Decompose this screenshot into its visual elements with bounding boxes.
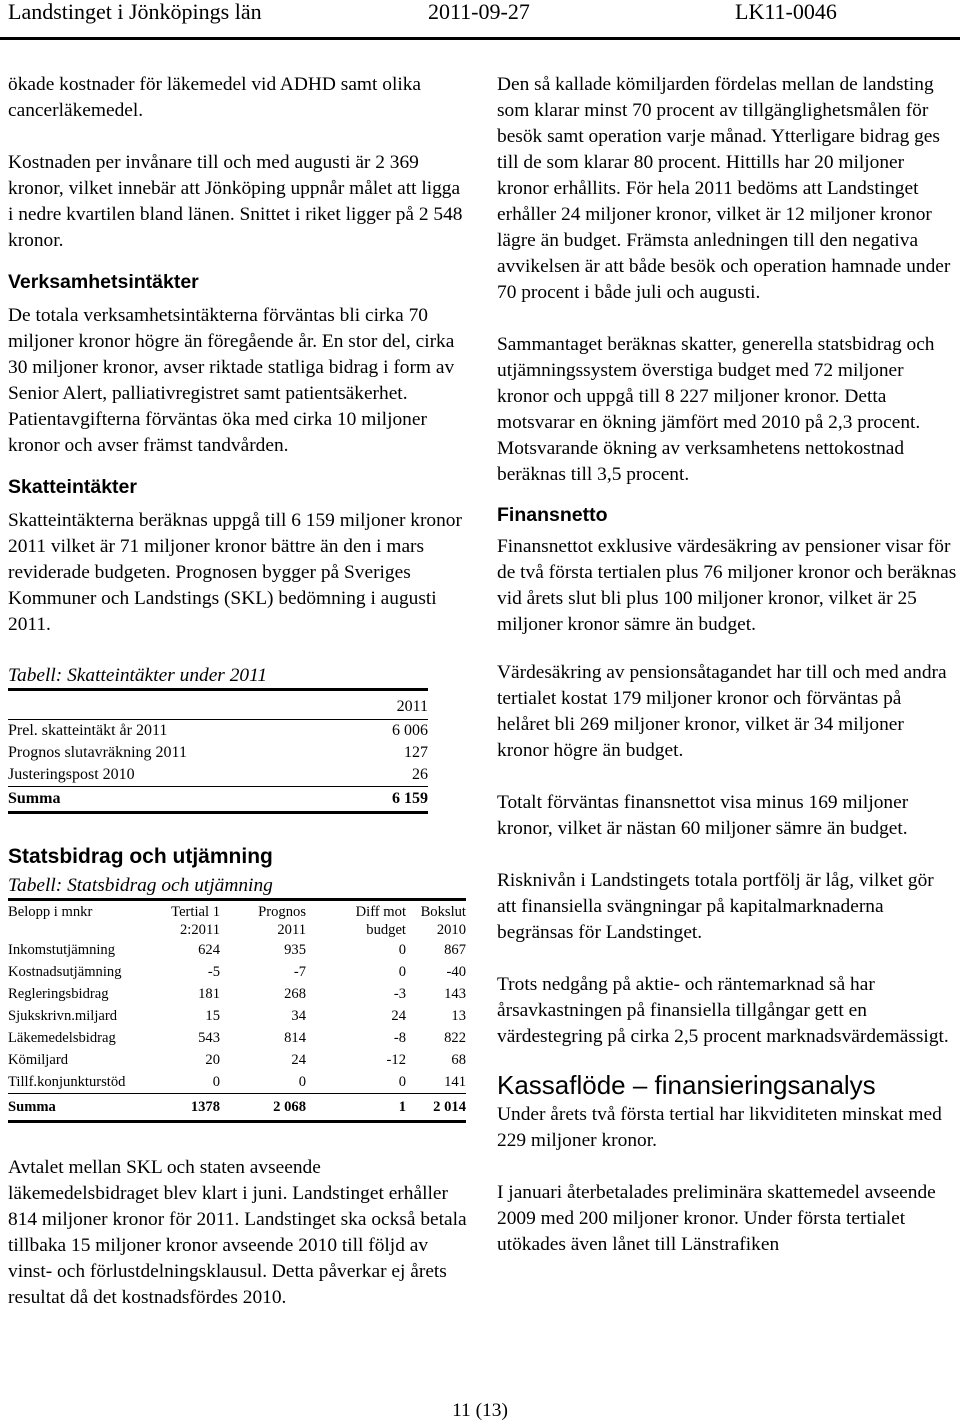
state-grants-table	[8, 898, 466, 1123]
table-row: Inkomstutjämning 624 935 0 867	[8, 942, 466, 958]
sum-value: 6 159	[358, 787, 428, 813]
paragraph: Finansnettot exklusive värdesäkring av pensioner visar för de två första tertialen plus 76 miljoner kronor och beräknas vid årets slut bli plus 100 miljoner kronor, vilket är 25 miljoner kronor sämre än budget.	[497, 536, 957, 635]
paragraph: Kostnaden per invånare till och med augusti är 2 369 kronor, vilket innebär att Jönköping uppnår målet att ligga i nedre kvartilen bland länen. Snittet i riket ligger på 2 548 kronor.	[8, 152, 463, 251]
right-column	[497, 72, 957, 1258]
row-value: 127	[404, 744, 428, 761]
table-row	[8, 742, 428, 764]
header-date: 2011-09-27	[428, 0, 530, 24]
paragraph: Avtalet mellan SKL och staten avseende läkemedelsbidraget blev klart i juni. Landstinget erhåller 814 miljoner kronor för 2011. Landstinget ska också betala tillbaka 15 miljoner kronor avseende 2010 till följd av vinst- och förlustdelningsklausul. Detta påverkar ej årets resultat då det kostnadsfördes 2010.	[8, 1157, 467, 1308]
header-document-code: LK11-0046	[735, 0, 837, 24]
column-header: 2011	[358, 690, 428, 720]
table-header-row	[8, 900, 466, 940]
table-caption: Tabell: Skatteintäkter under 2011	[8, 665, 268, 686]
paragraph: Totalt förväntas finansnettot visa minus 169 miljoner kronor, vilket är nästan 60 miljoner sämre än budget.	[497, 792, 909, 839]
sum-label: Summa	[8, 787, 358, 813]
table-row: Kömiljard 20 24 -12 68	[8, 1052, 466, 1068]
heading-kassaflode: Kassaflöde – finansieringsanalys	[497, 1070, 876, 1100]
table-row	[8, 720, 428, 743]
column-header: Prognos 2011	[220, 900, 306, 940]
table-row: Kostnadsutjämning -5 -7 0 -40	[8, 964, 466, 980]
table-row: Tillf.konjunkturstöd 0 0 0 141	[8, 1074, 466, 1090]
paragraph: ökade kostnader för läkemedel vid ADHD samt olika cancerläkemedel.	[8, 74, 422, 121]
paragraph: I januari återbetalades preliminära skattemedel avseende 2009 med 200 miljoner kronor. Under första tertialet utökades även lånet till Länstrafiken	[497, 1182, 936, 1255]
paragraph: Trots nedgång på aktie- och räntemarknad så har årsavkastningen på finansiella tillgångar gett en värdestegring på cirka 2,5 procent marknadsvärdemässigt.	[497, 974, 949, 1047]
header-organization: Landstinget i Jönköpings län	[8, 0, 262, 24]
heading-skatteintakter: Skatteintäkter	[8, 476, 137, 498]
heading-finansnetto: Finansnetto	[497, 504, 608, 526]
column-header: Bokslut 2010	[406, 900, 466, 940]
paragraph: Skatteintäkterna beräknas uppgå till 6 159 miljoner kronor 2011 vilket är 71 miljoner kronor bättre än den i mars reviderade budgeten. Prognosen bygger på Sveriges Kommuner och Landstings (SKL) bedömning i augusti 2011.	[8, 510, 462, 635]
paragraph: Risknivån i Landstingets totala portfölj är låg, vilket gör att finansiella svängningar på kapitalmarknaderna begränsas för Landstinget.	[497, 870, 934, 943]
table-header-row	[8, 690, 428, 720]
heading-verksamhetsintakter: Verksamhetsintäkter	[8, 271, 199, 293]
table-row	[8, 764, 428, 787]
paragraph: Värdesäkring av pensionsåtagandet har till och med andra tertialet kostat 179 miljoner kronor och förväntas på helåret bli 269 miljoner kronor, vilket är 34 miljoner kronor högre än budget.	[497, 662, 947, 761]
paragraph: Under årets två första tertial har likviditeten minskat med 229 miljoner kronor.	[497, 1104, 942, 1151]
heading-statsbidrag: Statsbidrag och utjämning	[8, 845, 273, 868]
page-number: 11 (13)	[452, 1400, 508, 1421]
column-header: Tertial 1 2:2011	[158, 900, 220, 940]
table-row: Sjukskrivn.miljard 15 34 24 13	[8, 1008, 466, 1024]
table-sum-row	[8, 787, 428, 813]
tax-revenue-table	[8, 688, 428, 814]
column-header: Diff mot budget	[306, 900, 406, 940]
row-label: Justeringspost 2010	[8, 766, 135, 783]
paragraph: Den så kallade kömiljarden fördelas mellan de landsting som klarar minst 70 procent av tillgänglighetsmålen för besök samt operation varje månad. Ytterligare bidrag ges till de som klarar 80 procent. Hittills har 20 miljoner kronor erhållits. För hela 2011 bedöms att Landstinget erhåller 24 miljoner kronor, vilket är 12 miljoner kronor lägre än budget. Främsta anledningen till den negativa avvikelsen är att både besök och operation hamnade under 70 procent i både juli och augusti.	[497, 74, 951, 303]
row-value: 26	[412, 766, 428, 783]
table-row: Regleringsbidrag 181 268 -3 143	[8, 986, 466, 1002]
table-row: Läkemedelsbidrag 543 814 -8 822	[8, 1030, 466, 1046]
row-label: Prel. skatteintäkt år 2011	[8, 722, 168, 739]
row-value: 6 006	[392, 722, 428, 739]
table-caption: Tabell: Statsbidrag och utjämning	[8, 875, 273, 896]
page-header	[0, 0, 960, 40]
row-label: Prognos slutavräkning 2011	[8, 744, 187, 761]
paragraph: Sammantaget beräknas skatter, generella statsbidrag och utjämningssystem överstiga budget med 72 miljoner kronor och uppgå till 8 227 miljoner kronor. Detta motsvarar en ökning jämfört med 2010 på 2,3 procent. Motsvarande ökning av verksamhetens nettokostnad beräknas till 3,5 procent.	[497, 334, 935, 485]
left-column	[8, 72, 468, 1311]
table-sum-row: Summa 1378 2 068 1 2 014	[8, 1094, 466, 1122]
column-header: Belopp i mnkr	[8, 900, 158, 940]
paragraph: De totala verksamhetsintäkterna förväntas bli cirka 70 miljoner kronor högre än föregående år. En stor del, cirka 30 miljoner kronor, avser riktade statliga bidrag i form av Senior Alert, palliativregistret samt patientsäkerhet. Patientavgifterna förväntas öka med cirka 10 miljoner kronor och avser främst tandvården.	[8, 305, 455, 456]
